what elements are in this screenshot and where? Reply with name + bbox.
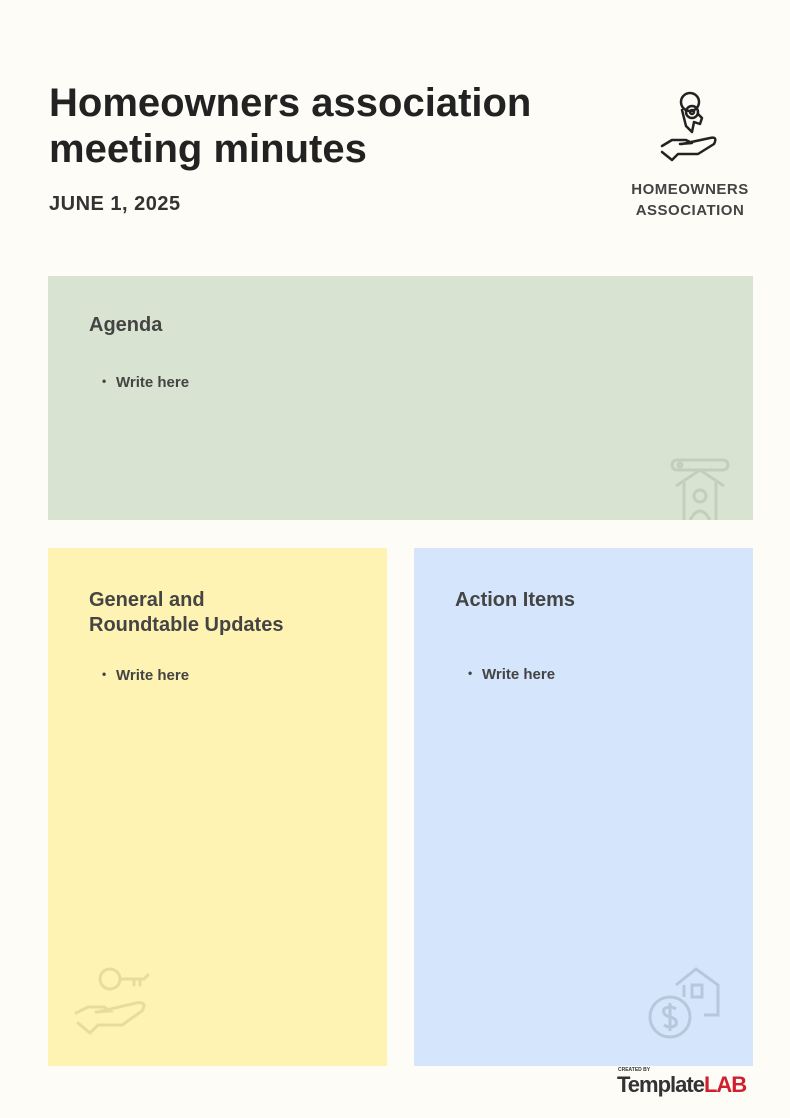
general-title-line1: General and — [89, 589, 205, 611]
general-title-line2: Roundtable Updates — [89, 614, 284, 636]
hoa-logo — [620, 88, 760, 221]
meeting-date: JUNE 1, 2025 — [49, 193, 181, 215]
created-by-label: CREATED BY — [618, 1067, 651, 1073]
logo-text-line1: HOMEOWNERS — [631, 181, 749, 198]
general-item[interactable]: • Write here — [116, 667, 189, 684]
page-title: Homeowners association meeting minutes — [49, 81, 532, 171]
hand-key-icon — [658, 88, 722, 168]
agenda-item[interactable]: • Write here — [116, 374, 189, 391]
house-money-icon — [646, 963, 724, 1041]
action-items-section — [414, 548, 753, 1066]
brand-lab: LAB — [703, 1072, 747, 1097]
action-items-title: Action Items — [455, 589, 576, 611]
agenda-title: Agenda — [89, 314, 163, 336]
templatelab-logo — [617, 1067, 747, 1098]
action-item[interactable]: • Write here — [482, 666, 555, 683]
logo-text-line2: ASSOCIATION — [635, 202, 745, 219]
general-updates-section — [48, 548, 387, 1066]
hand-key-icon — [74, 963, 158, 1041]
agenda-section — [48, 276, 753, 520]
house-person-icon — [668, 456, 732, 520]
brand-template: Template — [617, 1072, 704, 1097]
